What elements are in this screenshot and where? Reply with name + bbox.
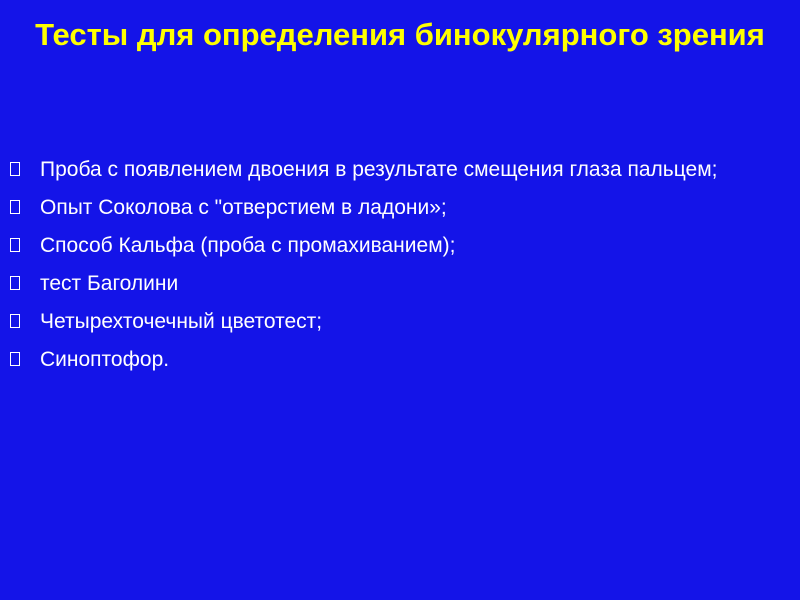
list-item-text: тест Баголини [40, 272, 179, 295]
box-bullet-icon [10, 238, 20, 252]
list-item-text: Четырехточечный цветотест; [40, 310, 323, 333]
box-bullet-icon [10, 314, 20, 328]
list-item [8, 269, 778, 299]
list-item-text: Синоптофор. [40, 348, 170, 371]
list-item [8, 231, 778, 261]
box-bullet-icon [10, 200, 20, 214]
list-item [8, 155, 778, 185]
slide-title: Тесты для определения бинокулярного зрения [35, 17, 765, 52]
box-bullet-icon [10, 276, 20, 290]
list-item [8, 193, 778, 223]
list-item-text: Способ Кальфа (проба с промахиванием); [40, 234, 456, 257]
box-bullet-icon [10, 162, 20, 176]
list-item-text: Проба с появлением двоения в результате смещения глаза пальцем; [40, 158, 718, 181]
list-item [8, 345, 778, 375]
list-item-text: Опыт Соколова с "отверстием в ладони»; [40, 196, 447, 219]
box-bullet-icon [10, 352, 20, 366]
bullet-list [8, 155, 778, 383]
list-item [8, 307, 778, 337]
